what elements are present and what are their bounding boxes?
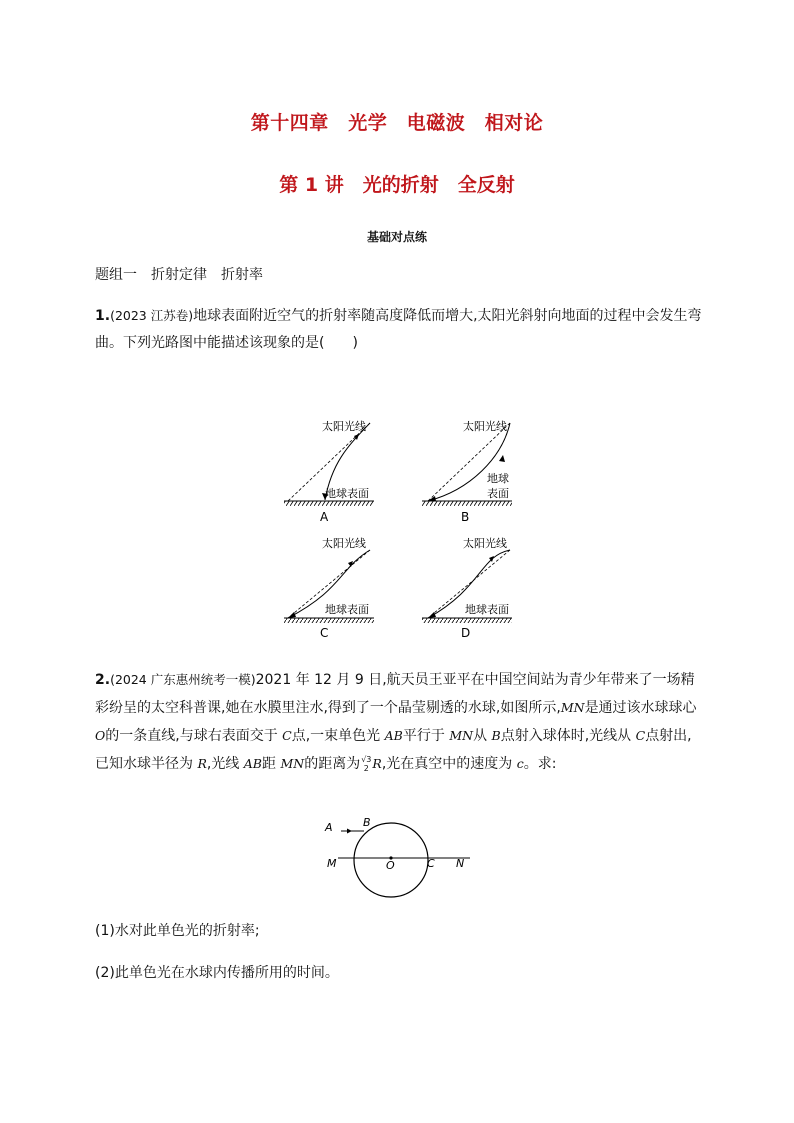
question-2-number: 2. (95, 672, 111, 688)
q2-text-4: 点,一束单色光 (291, 728, 385, 744)
q1-option-d-diagram (422, 536, 512, 640)
q1-c-ground-label: 地球表面 (325, 603, 369, 616)
q2-var-mn-3: MN (280, 756, 305, 771)
q1-option-b-diagram (422, 419, 512, 524)
q1-a-sun-label: 太阳光线 (322, 420, 366, 433)
q2-text-12: ,光在真空中的速度为 (381, 756, 517, 772)
q2-var-c: C (282, 728, 292, 743)
q2-text-5: 平行于 (402, 728, 450, 744)
q1-option-a-label: A (320, 510, 329, 524)
q2-text-3: 的一条直线,与球右表面交于 (105, 728, 283, 744)
label-a: A (325, 821, 333, 834)
question-1-number: 1. (95, 308, 111, 324)
label-b: B (363, 816, 371, 829)
label-o: O (386, 859, 395, 872)
q1-b-ground-label-line2: 表面 (487, 487, 509, 500)
q2-var-mn-2: MN (449, 728, 474, 743)
label-n: N (456, 857, 465, 870)
q1-option-c-label: C (320, 626, 329, 640)
q1-b-ground-label-line1: 地球 (487, 472, 509, 485)
q1-option-a-diagram (284, 419, 374, 524)
q1-option-c-diagram (284, 536, 374, 640)
q2-var-c-speed: c (516, 756, 524, 771)
q2-var-ab: AB (384, 728, 403, 743)
q2-var-r-2: R (372, 756, 382, 771)
q1-option-b-label: B (461, 510, 470, 524)
lecture-title: 第 1 讲 光的折射 全反射 (279, 174, 515, 196)
q1-d-ground-label: 地球表面 (465, 603, 509, 616)
q2-fraction-numerator: √3 (361, 755, 372, 764)
question-2-source: (2024 广东惠州统考一模) (110, 672, 256, 687)
q2-subquestion-1: (1)水对此单色光的折射率; (95, 923, 260, 939)
q2-var-c-2: C (635, 728, 646, 743)
q2-text-10: 距 (262, 756, 281, 772)
question-1-source: (2023 江苏卷) (110, 308, 194, 323)
question-2 (95, 666, 705, 778)
question-1 (95, 302, 705, 357)
group-title: 题组一 折射定律 折射率 (95, 267, 263, 283)
q2-text-6: 从 (473, 728, 492, 744)
q2-var-ab-2: AB (243, 756, 262, 771)
q1-c-sun-label: 太阳光线 (322, 537, 366, 550)
q1-a-ground-label: 地球表面 (325, 487, 369, 500)
q2-text-9: ,光线 (206, 756, 244, 772)
q2-text-7: 点射入球体时,光线从 (500, 728, 636, 744)
label-m: M (327, 857, 337, 870)
q2-var-o: O (95, 728, 106, 743)
q2-text-2: 是通过该水球球心 (584, 700, 697, 716)
q2-fraction (361, 755, 371, 773)
label-c: C (427, 857, 435, 870)
q2-text-1: 2021 年 12 月 9 日,航天员王亚平在中国空间站为青少年带来了一场精彩纷呈的太空科普课,她在水膜里注水,得到了一个晶莹剔透的水球,如图所示, (95, 672, 695, 716)
q2-subquestion-2: (2)此单色光在水球内传播所用的时间。 (95, 965, 339, 981)
q1-d-sun-label: 太阳光线 (463, 537, 507, 550)
q2-text-8: 点射出,已知水球半径为 (95, 728, 692, 772)
q1-b-sun-label: 太阳光线 (463, 420, 507, 433)
q2-text-13: 。求: (523, 756, 557, 772)
q2-var-mn: MN (560, 700, 585, 715)
q1-option-d-label: D (461, 626, 471, 640)
q2-diagram (320, 812, 480, 898)
q2-var-b: B (491, 728, 501, 743)
chapter-title: 第十四章 光学 电磁波 相对论 (250, 112, 544, 134)
q2-var-r: R (197, 756, 207, 771)
section-title: 基础对点练 (366, 230, 427, 244)
question-1-text: 地球表面附近空气的折射率随高度降低而增大,太阳光斜射向地面的过程中会发生弯曲。下列光路图中能描述该现象的是( ) (95, 308, 702, 351)
q1-diagram (270, 410, 530, 640)
q2-fraction-denominator: 2 (363, 764, 369, 773)
q2-text-11: 的距离为 (304, 756, 361, 772)
